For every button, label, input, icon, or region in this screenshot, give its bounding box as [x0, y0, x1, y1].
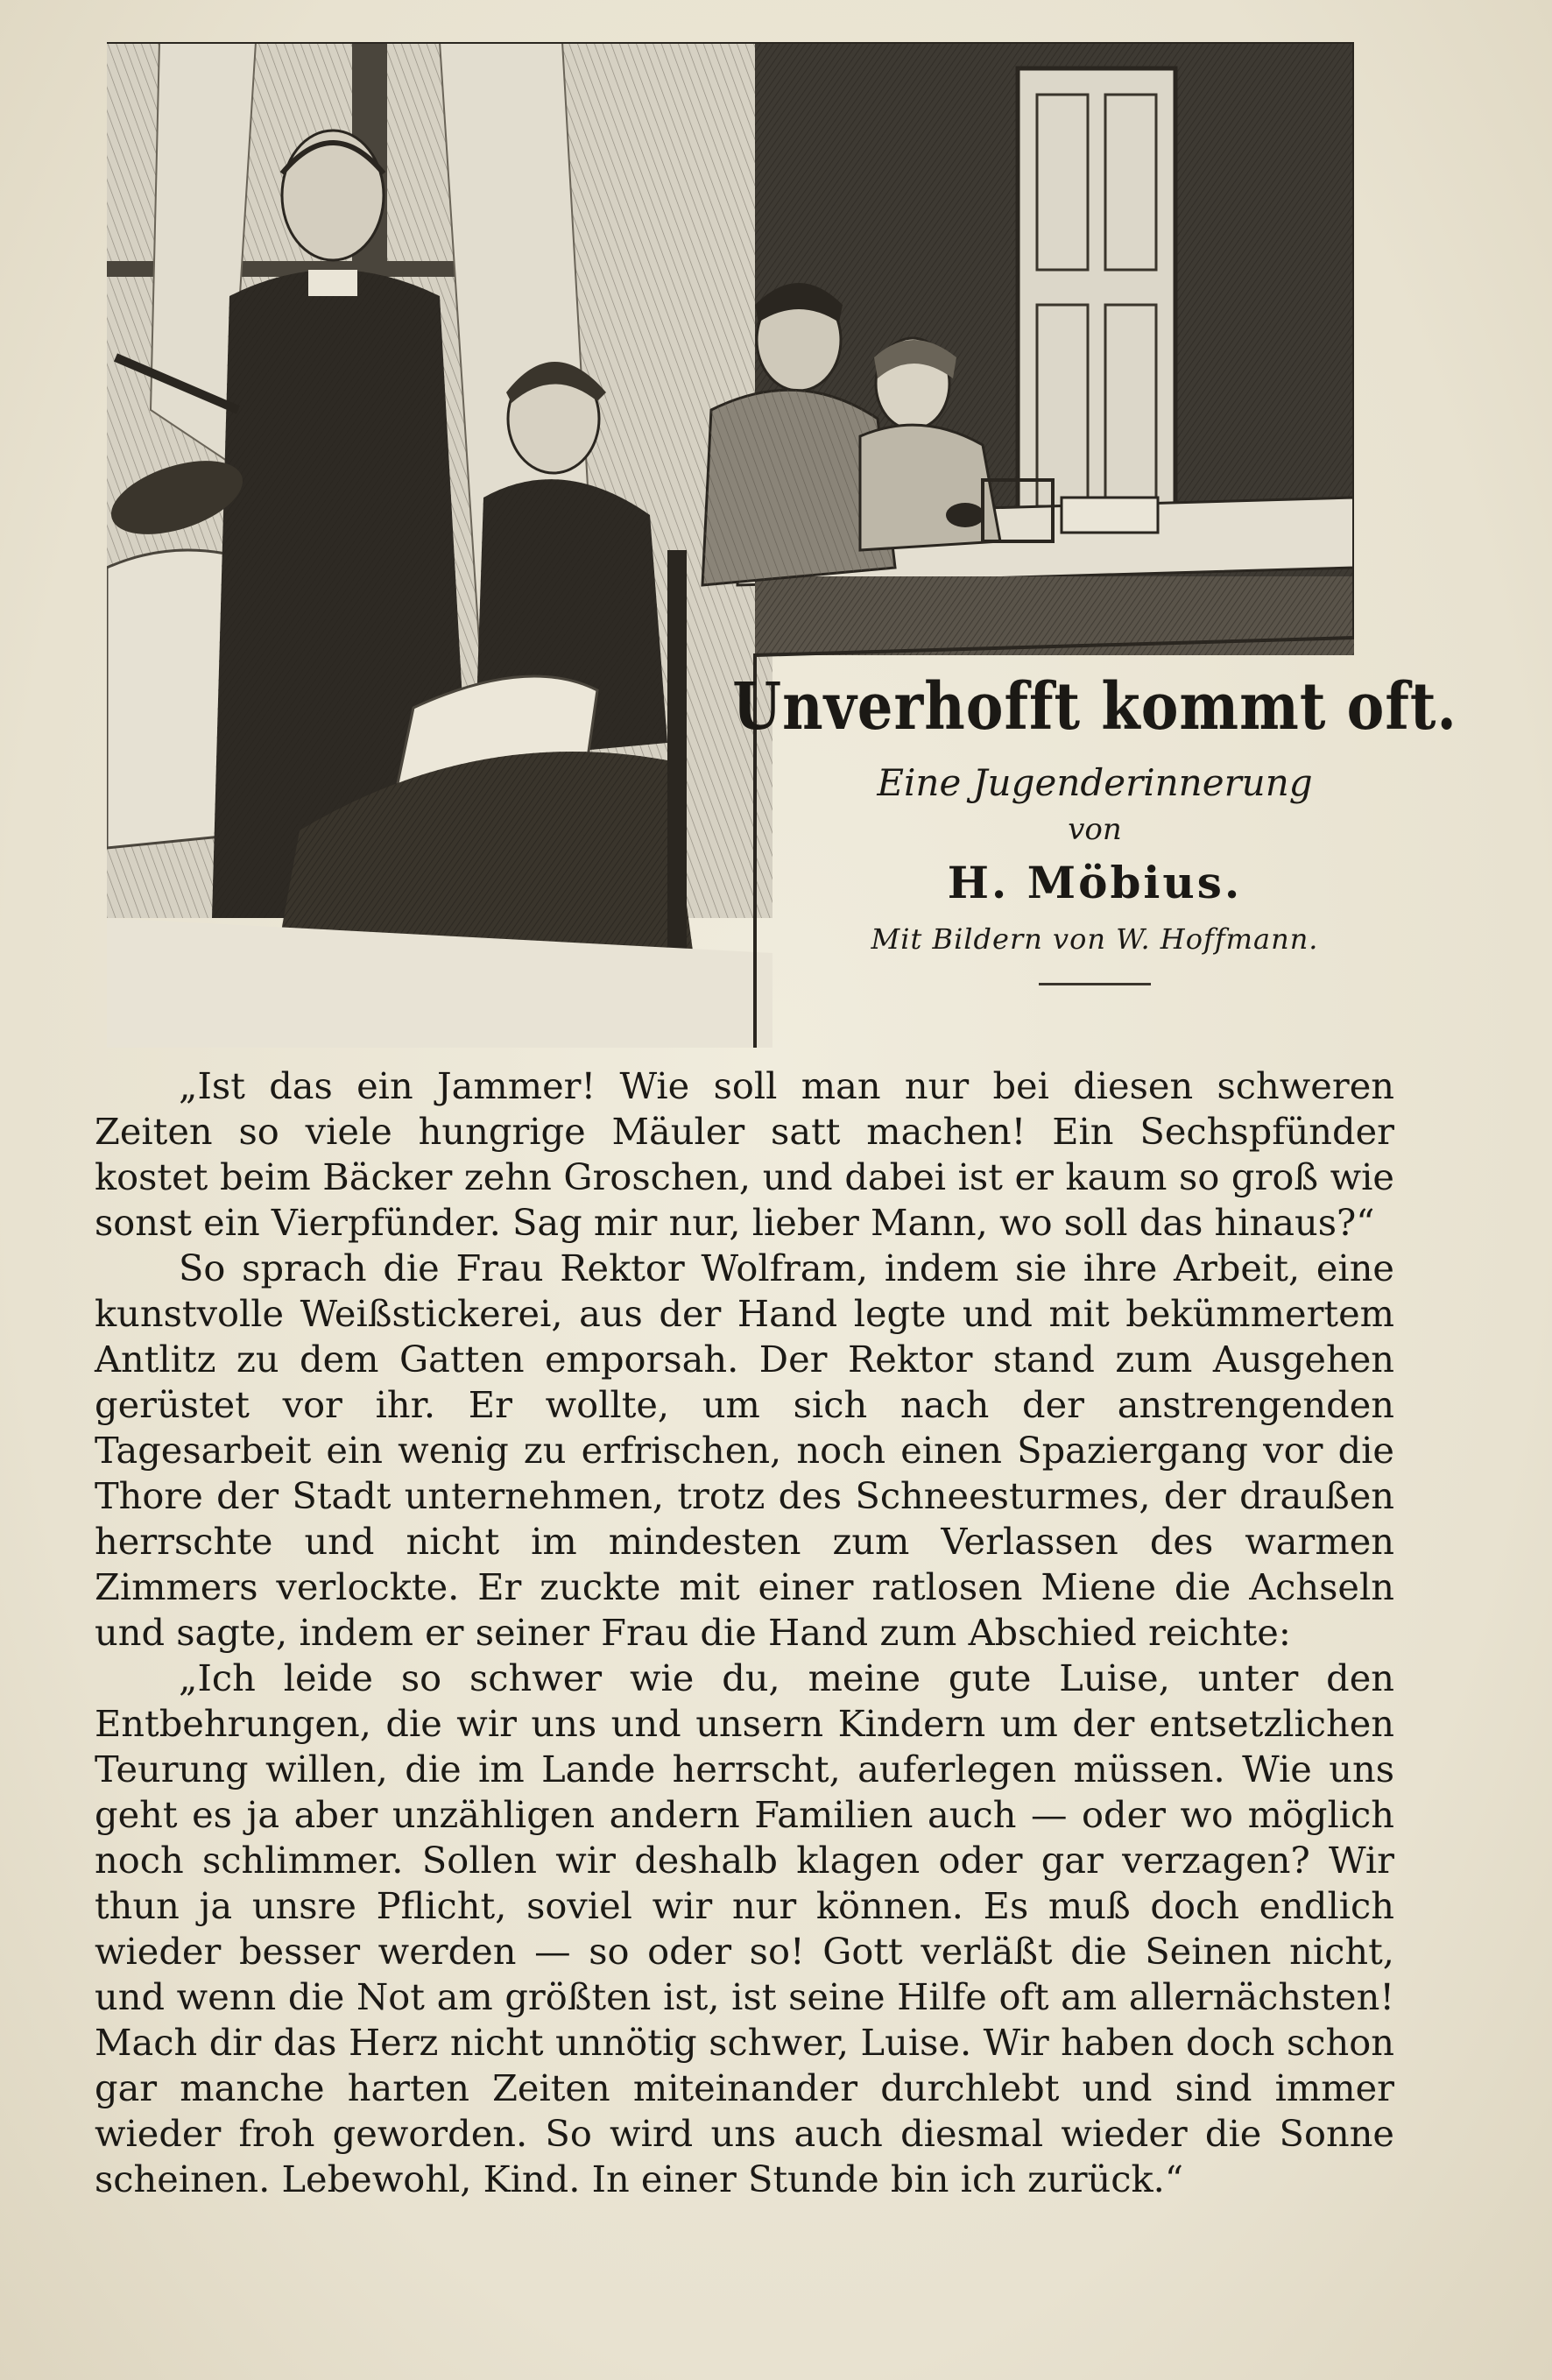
- illustrator-credit: Mit Bildern von W. Hoffmann.: [871, 922, 1319, 956]
- story-body: [95, 1063, 1394, 2202]
- author-name: H. Möbius.: [947, 857, 1243, 908]
- story-subtitle: Eine Jugenderinnerung: [877, 761, 1313, 804]
- paragraph: „Ist das ein Jammer! Wie soll man nur bei diesen schweren Zeiten so viele hungrige Mäuler satt machen! Ein Sechspfünder kostet beim Bäcker zehn Groschen, und dabei ist er kaum so groß wie sonst ein Vierpfünder. Sag mir nur, lieber Mann, wo soll das hinaus?“: [95, 1064, 1394, 1244]
- title-divider: [1039, 983, 1151, 985]
- title-block: [727, 666, 1463, 985]
- story-title: Unverhofft kommt oft.: [732, 669, 1457, 745]
- byline: von: [1068, 812, 1122, 847]
- paragraph: „Ich leide so schwer wie du, meine gute Luise, unter den Entbehrungen, die wir uns und unsern Kindern um der entsetzlichen Teurung willen, die im Lande herrscht, auferlegen müssen. Wie uns geht es ja aber unzähligen andern Familien auch — oder wo möglich noch schlimmer. Sollen wir deshalb klagen oder gar verzagen? Wir thun ja unsre Pflicht, soviel wir nur können. Es muß doch endlich wieder besser werden — so oder so! Gott verläßt die Seinen nicht, und wenn die Not am größten ist, ist seine Hilfe oft am allernächsten! Mach dir das Herz nicht unnötig schwer, Luise. Wir haben doch schon gar manche harten Zeiten miteinander durchlebt und sind immer wieder froh geworden. So wird uns auch diesmal wieder die Sonne scheinen. Lebewohl, Kind. In einer Stunde bin ich zurück.“: [95, 1656, 1394, 2200]
- paragraph: So sprach die Frau Rektor Wolfram, indem sie ihre Arbeit, eine kunstvolle Weißstickerei, aus der Hand legte und mit bekümmertem Antlitz zu dem Gatten emporsah. Der Rektor stand zum Ausgehen gerüstet vor ihr. Er wollte, um sich nach der anstrengenden Tagesarbeit ein wenig zu erfrischen, noch einen Spaziergang vor die Thore der Stadt unternehmen, trotz des Schneesturmes, der draußen herrschte und nicht im mindesten zum Verlassen des warmen Zimmers verlockte. Er zuckte mit einer ratlosen Miene die Achseln und sagte, indem er seiner Frau die Hand zum Abschied reichte:: [95, 1246, 1394, 1654]
